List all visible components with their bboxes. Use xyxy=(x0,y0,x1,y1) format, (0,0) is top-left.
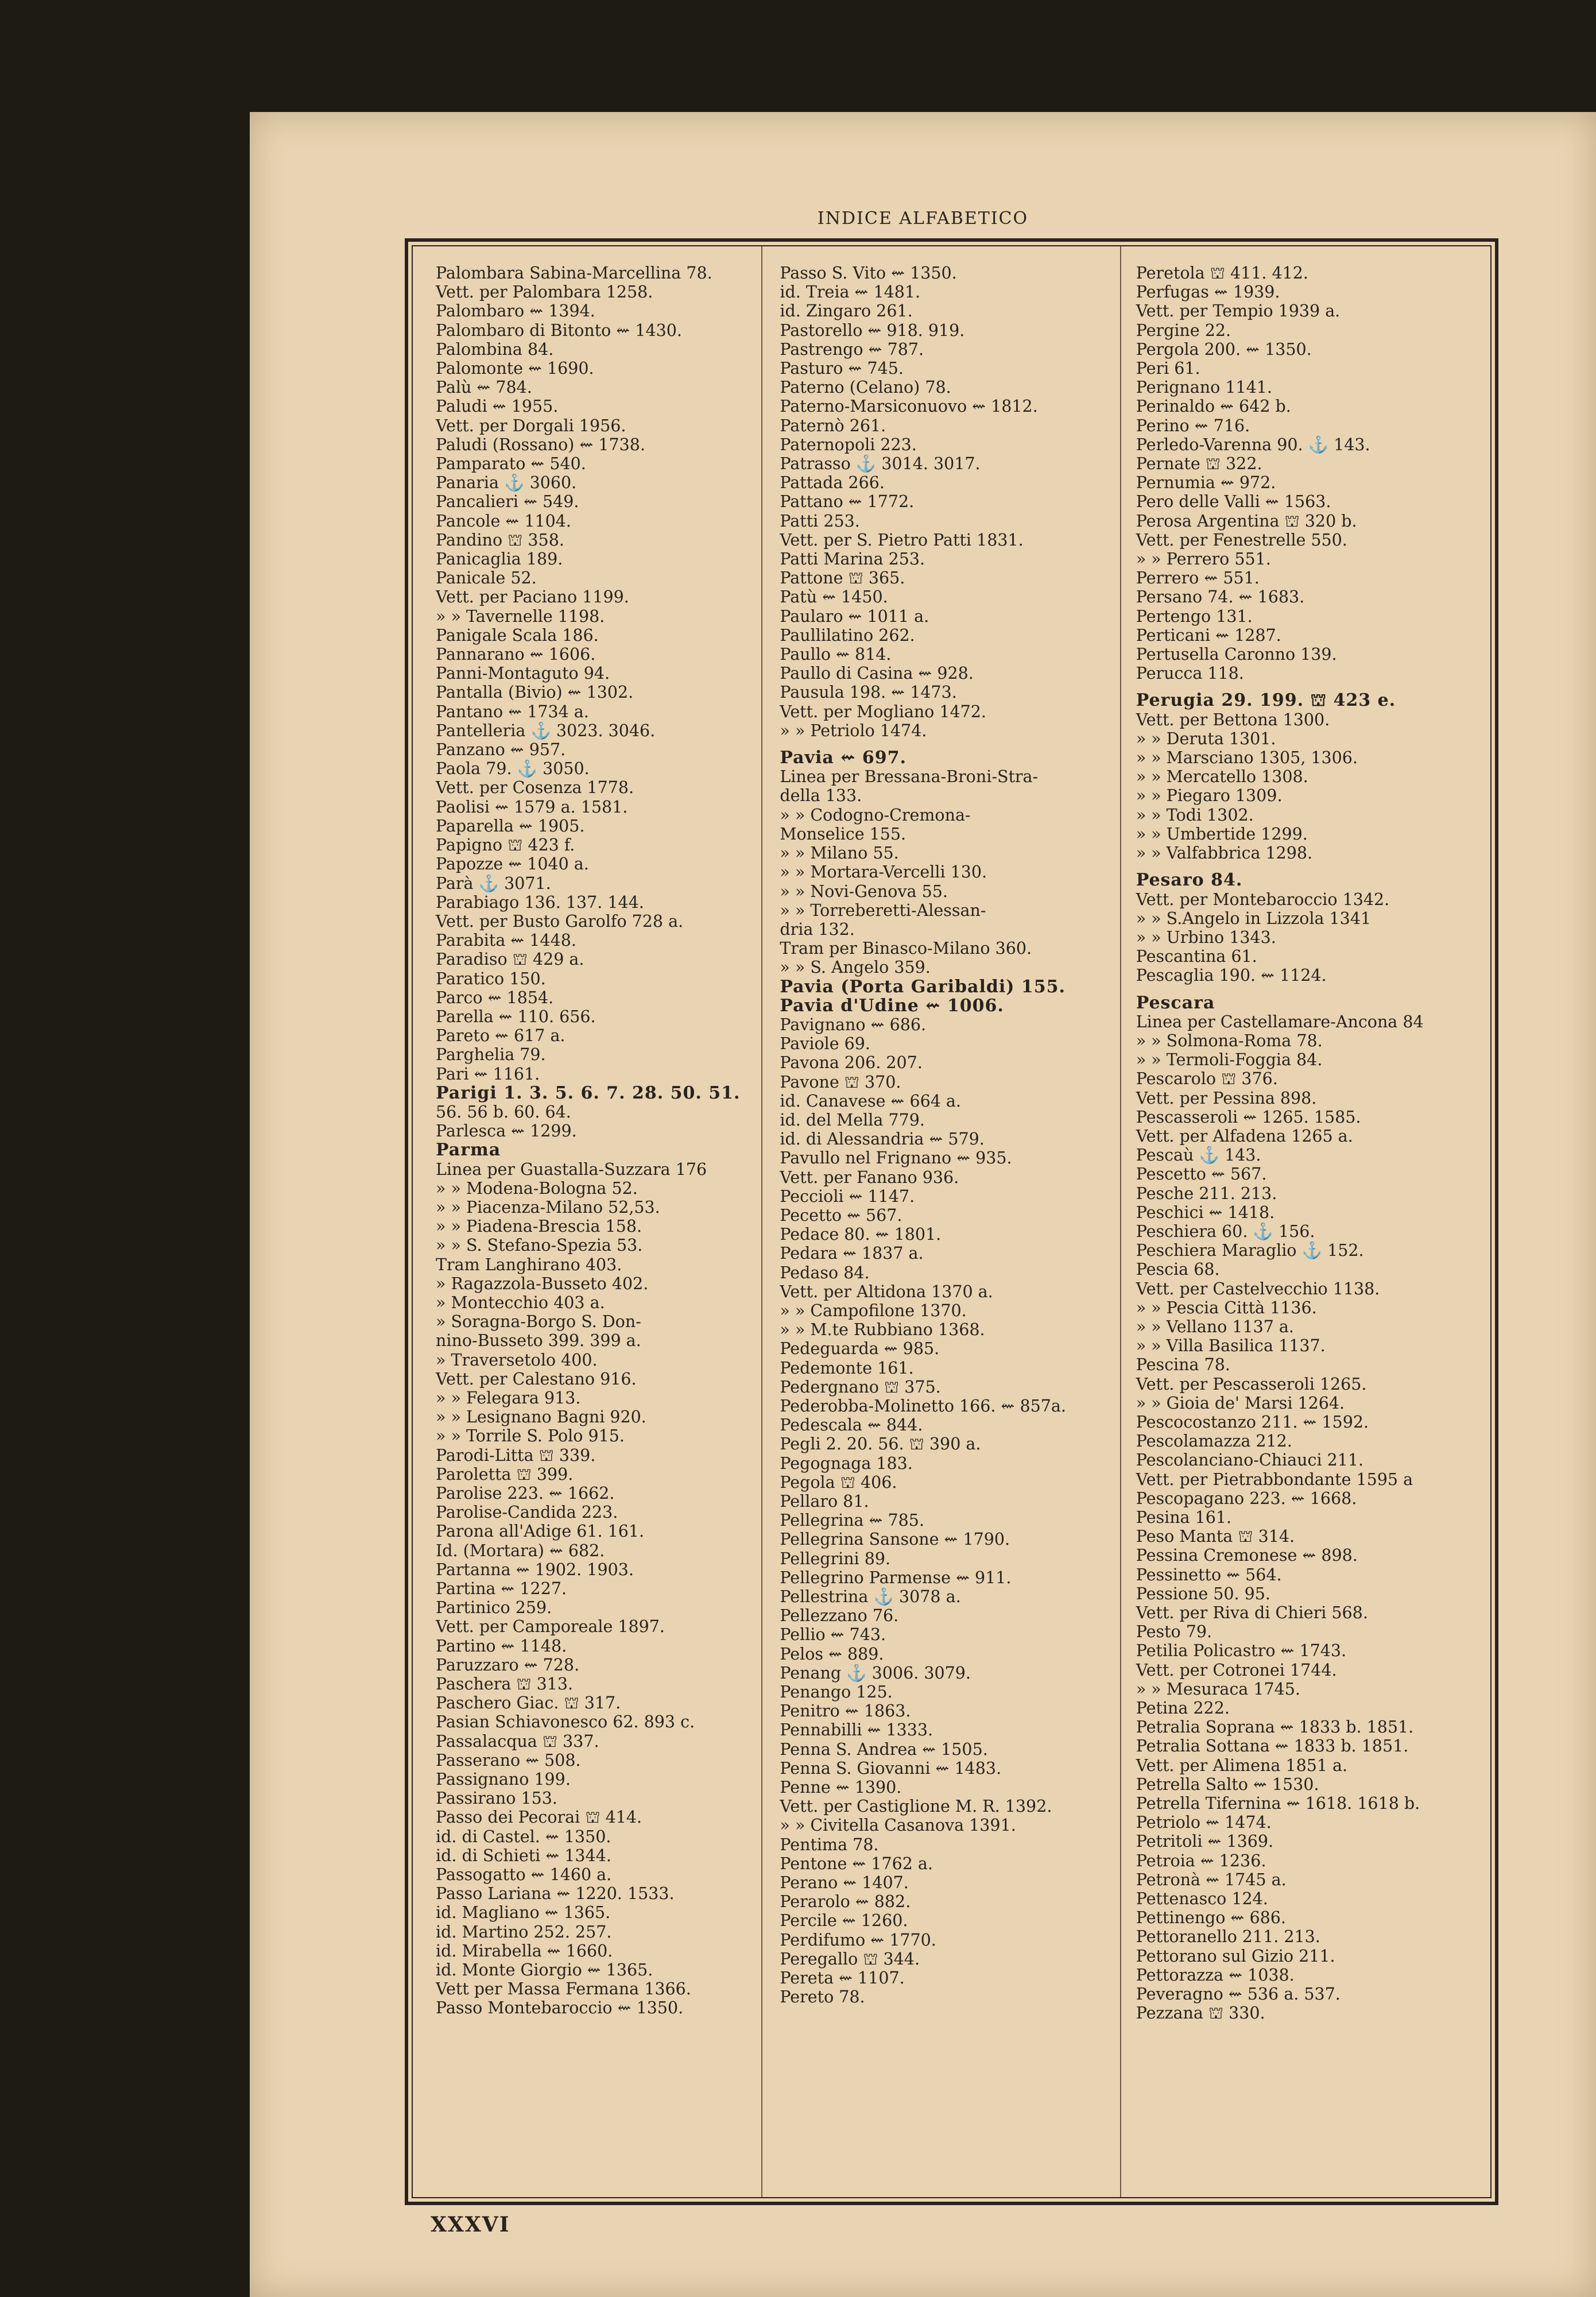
index-entry: Perucca 118. xyxy=(1136,664,1244,683)
index-entry: Parigi 1. 3. 5. 6. 7. 28. 50. 51. xyxy=(436,1082,741,1103)
index-entry: Palomonte ⇜ 1690. xyxy=(436,359,594,378)
index-entry: Tram Langhirano 403. xyxy=(436,1255,622,1274)
index-entry: Pettorano sul Gizio 211. xyxy=(1136,1946,1335,1966)
index-entry: Palombaro di Bitonto ⇜ 1430. xyxy=(436,320,682,340)
index-entry: » » Todi 1302. xyxy=(1136,805,1254,825)
index-entry: Penitro ⇜ 1863. xyxy=(780,1702,911,1721)
index-entry: » » Piacenza-Milano 52,53. xyxy=(436,1197,660,1217)
index-entry: Parolise 223. ⇜ 1662. xyxy=(436,1484,615,1503)
index-entry: Perino ⇜ 716. xyxy=(1136,416,1250,435)
index-entry: Vett. per Fanano 936. xyxy=(780,1167,959,1187)
index-entry: Parà ⚓ 3071. xyxy=(436,873,551,893)
index-entry: Pellegrina Sansone ⇜ 1790. xyxy=(780,1530,1010,1549)
index-entry: Pavone ⛫ 370. xyxy=(780,1072,901,1092)
index-entry: Pertengo 131. xyxy=(1136,606,1253,626)
index-entry: Vett. per Palombara 1258. xyxy=(436,283,653,302)
index-entry: Paterno-Marsiconuovo ⇜ 1812. xyxy=(780,397,1038,416)
index-entry: Pellio ⇜ 743. xyxy=(780,1625,886,1645)
index-entry: Parona all'Adige 61. 161. xyxy=(436,1522,645,1541)
index-entry: Pescarolo ⛫ 376. xyxy=(1136,1069,1278,1089)
index-entry: » » Modena-Bologna 52. xyxy=(436,1178,638,1198)
index-entry: Pastorello ⇜ 918. 919. xyxy=(780,320,965,340)
index-entry: Vett. per Calestano 916. xyxy=(436,1369,637,1389)
index-entry: Paludi (Rossano) ⇜ 1738. xyxy=(436,435,645,454)
index-entry: Pedace 80. ⇜ 1801. xyxy=(780,1225,942,1244)
index-entry: Pavona 206. 207. xyxy=(780,1053,923,1073)
index-entry: Perledo-Varenna 90. ⚓ 143. xyxy=(1136,435,1370,454)
index-entry: » » Villa Basilica 1137. xyxy=(1136,1336,1326,1356)
index-entry: » » Civitella Casanova 1391. xyxy=(780,1816,1016,1835)
index-entry: Passo dei Pecorai ⛫ 414. xyxy=(436,1808,642,1827)
index-entry: Pavia d'Udine ⇜ 1006. xyxy=(780,995,1004,1016)
index-entry: Peschiera 60. ⚓ 156. xyxy=(1136,1221,1315,1241)
index-entry: Parghelia 79. xyxy=(436,1045,546,1065)
index-entry: Percile ⇜ 1260. xyxy=(780,1911,908,1931)
index-entry: Patù ⇜ 1450. xyxy=(780,587,888,607)
index-entry: Pescantina 61. xyxy=(1136,947,1257,966)
index-entry: Pezzana ⛫ 330. xyxy=(1136,2004,1265,2023)
index-entry: Partanna ⇜ 1902. 1903. xyxy=(436,1560,634,1579)
index-entry: Vett. per Pessina 898. xyxy=(1136,1088,1317,1108)
index-entry: Paratico 150. xyxy=(436,969,546,988)
index-entry: Pausula 198. ⇜ 1473. xyxy=(780,683,957,702)
index-entry: Passo Lariana ⇜ 1220. 1533. xyxy=(436,1884,675,1904)
index-entry: Pavia ⇜ 697. xyxy=(780,748,907,768)
index-entry: » » Deruta 1301. xyxy=(1136,729,1276,748)
index-entry xyxy=(780,740,1113,748)
index-entry: » » Torrile S. Polo 915. xyxy=(436,1426,625,1446)
index-entry: Vett. per Pietrabbondante 1595 a xyxy=(1136,1470,1413,1489)
index-entry: » Traversetolo 400. xyxy=(436,1350,598,1370)
index-entry: » » Felegara 913. xyxy=(436,1388,581,1407)
index-entry: Paterno (Celano) 78. xyxy=(780,378,951,397)
index-entry: Pettenasco 124. xyxy=(1136,1889,1268,1909)
index-entry: id. di Schieti ⇜ 1344. xyxy=(436,1846,611,1865)
index-entry: » Montecchio 403 a. xyxy=(436,1293,605,1312)
index-entry: Perosa Argentina ⛫ 320 b. xyxy=(1136,511,1357,531)
index-entry: Vett. per Pescasseroli 1265. xyxy=(1136,1374,1367,1394)
index-entry: Pegli 2. 20. 56. ⛫ 390 a. xyxy=(780,1434,981,1454)
index-entry: 56. 56 b. 60. 64. xyxy=(436,1102,571,1122)
index-entry: Pereto 78. xyxy=(780,1987,865,2007)
index-entry: Passogatto ⇜ 1460 a. xyxy=(436,1865,612,1885)
index-entry: Perano ⇜ 1407. xyxy=(780,1873,909,1893)
index-frame xyxy=(405,238,1498,2205)
index-entry: Peso Manta ⛫ 314. xyxy=(1136,1527,1295,1546)
index-entry: » » Mortara-Vercelli 130. xyxy=(780,863,987,882)
index-entry: » » Mercatello 1308. xyxy=(1136,767,1308,787)
index-entry: Id. (Mortara) ⇜ 682. xyxy=(436,1541,605,1560)
index-entry: Palombina 84. xyxy=(436,339,554,359)
index-entry: nino-Busseto 399. 399 a. xyxy=(436,1331,641,1351)
index-entry: Parodi-Litta ⛫ 339. xyxy=(436,1445,596,1465)
index-entry: Pandino ⛫ 358. xyxy=(436,530,564,550)
index-entry: Pegognaga 183. xyxy=(780,1453,913,1473)
index-entry: Perarolo ⇜ 882. xyxy=(780,1892,911,1912)
index-entry: Pernumia ⇜ 972. xyxy=(1136,473,1276,493)
index-entry: Vett. per Camporeale 1897. xyxy=(436,1617,665,1637)
index-entry: » » Gioia de' Marsi 1264. xyxy=(1136,1393,1345,1413)
index-entry: » » Lesignano Bagni 920. xyxy=(436,1407,646,1427)
index-entry: Pescolamazza 212. xyxy=(1136,1432,1292,1451)
index-entry: » » Piegaro 1309. xyxy=(1136,786,1283,806)
index-entry: » » S. Angelo 359. xyxy=(780,958,931,977)
index-entry: Perticani ⇜ 1287. xyxy=(1136,625,1281,645)
index-entry: Vett. per Fenestrelle 550. xyxy=(1136,530,1347,550)
index-entry xyxy=(1136,683,1483,691)
index-entry: Paullilatino 262. xyxy=(780,625,915,645)
index-entry: Paschera ⛫ 313. xyxy=(436,1675,574,1694)
index-column-3 xyxy=(1120,246,1490,2197)
index-entry: Pancole ⇜ 1104. xyxy=(436,511,571,531)
index-entry: Penango 125. xyxy=(780,1683,893,1702)
index-entry: Pescetto ⇜ 567. xyxy=(1136,1165,1267,1184)
index-entry: Pantelleria ⚓ 3023. 3046. xyxy=(436,721,656,740)
index-entry: Panzano ⇜ 957. xyxy=(436,740,566,760)
index-entry: Palombaro ⇜ 1394. xyxy=(436,301,595,321)
index-entry: Paternopoli 223. xyxy=(780,435,917,454)
index-entry: Paullo ⇜ 814. xyxy=(780,645,892,664)
index-entry: Pellaro 81. xyxy=(780,1492,869,1511)
index-entry: id. Treia ⇜ 1481. xyxy=(780,283,921,302)
index-entry: Pellegrina ⇜ 785. xyxy=(780,1511,925,1530)
index-entry: Pescina 78. xyxy=(1136,1355,1230,1375)
index-entry: Pescocostanzo 211. ⇜ 1592. xyxy=(1136,1412,1369,1432)
index-entry: » » Milano 55. xyxy=(780,844,899,863)
index-entry: Perignano 1141. xyxy=(1136,378,1272,397)
index-entry: Pannarano ⇜ 1606. xyxy=(436,645,596,664)
index-entry: Panicale 52. xyxy=(436,569,537,588)
index-entry: Pareto ⇜ 617 a. xyxy=(436,1026,565,1046)
index-entry: Pescaù ⚓ 143. xyxy=(1136,1146,1261,1165)
index-entry: Pattada 266. xyxy=(780,473,885,493)
index-entry: id. Martino 252. 257. xyxy=(436,1922,612,1942)
index-columns xyxy=(412,245,1492,2198)
index-entry: Peccioli ⇜ 1147. xyxy=(780,1186,915,1206)
index-entry: Vett. per Castiglione M. R. 1392. xyxy=(780,1797,1052,1816)
index-entry: Petrella Tifernina ⇜ 1618. 1618 b. xyxy=(1136,1794,1420,1813)
index-column-1 xyxy=(413,246,761,2197)
index-entry: Vett. per Bettona 1300. xyxy=(1136,710,1330,729)
index-entry: » » Valfabbrica 1298. xyxy=(1136,844,1313,863)
index-entry: » » Codogno-Cremona- xyxy=(780,805,971,825)
index-entry: dria 132. xyxy=(780,919,855,939)
index-entry: Vett. per Busto Garolfo 728 a. xyxy=(436,911,684,931)
index-entry: Peschiera Maraglio ⚓ 152. xyxy=(1136,1241,1364,1260)
index-entry: » » Perrero 551. xyxy=(1136,550,1271,569)
index-entry: Pedaso 84. xyxy=(780,1263,870,1282)
index-entry: Petrella Salto ⇜ 1530. xyxy=(1136,1774,1319,1794)
index-entry: Pedara ⇜ 1837 a. xyxy=(780,1244,924,1263)
index-entry: Perrero ⇜ 551. xyxy=(1136,569,1260,588)
index-entry: Pantano ⇜ 1734 a. xyxy=(436,702,589,721)
index-entry: Panigale Scala 186. xyxy=(436,625,599,645)
index-entry: Pergola 200. ⇜ 1350. xyxy=(1136,339,1312,359)
index-entry: Passalacqua ⛫ 337. xyxy=(436,1731,599,1751)
index-entry: Penang ⚓ 3006. 3079. xyxy=(780,1663,971,1683)
index-entry: Penna S. Andrea ⇜ 1505. xyxy=(780,1739,988,1759)
index-entry: Pettoranello 211. 213. xyxy=(1136,1927,1320,1947)
index-entry: Parma xyxy=(436,1140,501,1161)
index-entry: Paolisi ⇜ 1579 a. 1581. xyxy=(436,797,628,817)
index-entry: Pernate ⛫ 322. xyxy=(1136,454,1262,474)
index-entry: Vett. per Riva di Chieri 568. xyxy=(1136,1603,1368,1623)
index-entry: » » Novi-Genova 55. xyxy=(780,881,948,901)
index-entry: Perinaldo ⇜ 642 b. xyxy=(1136,397,1291,416)
index-entry xyxy=(1136,863,1483,871)
index-entry: Petralia Sottana ⇜ 1833 b. 1851. xyxy=(1136,1737,1409,1756)
index-entry: Perfugas ⇜ 1939. xyxy=(1136,283,1280,302)
index-entry: Pertusella Caronno 139. xyxy=(1136,645,1337,664)
index-entry: Pellezzano 76. xyxy=(780,1606,899,1626)
index-entry: Pennabilli ⇜ 1333. xyxy=(780,1720,933,1740)
document-page xyxy=(250,112,1596,2297)
index-entry: Linea per Guastalla-Suzzara 176 xyxy=(436,1159,707,1179)
index-entry: Partina ⇜ 1227. xyxy=(436,1579,567,1599)
index-entry: Papigno ⛫ 423 f. xyxy=(436,836,575,855)
index-entry: Parella ⇜ 110. 656. xyxy=(436,1007,596,1026)
index-entry: Pentima 78. xyxy=(780,1835,879,1854)
index-entry: Vett. per Cosenza 1778. xyxy=(436,778,634,798)
index-entry: Pattano ⇜ 1772. xyxy=(780,492,915,512)
index-entry: » Ragazzola-Busseto 402. xyxy=(436,1274,649,1293)
index-entry: Pelos ⇜ 889. xyxy=(780,1644,884,1664)
index-entry: id. del Mella 779. xyxy=(780,1110,925,1130)
index-column-2 xyxy=(761,246,1119,2197)
index-entry: Partinico 259. xyxy=(436,1598,552,1618)
index-entry: » » Campofilone 1370. xyxy=(780,1301,967,1320)
index-entry: Vett. per Tempio 1939 a. xyxy=(1136,301,1341,321)
index-entry: Vett. per Altidona 1370 a. xyxy=(780,1282,993,1301)
index-entry: Pescaglia 190. ⇜ 1124. xyxy=(1136,966,1327,985)
page-header: INDICE ALFABETICO xyxy=(817,208,1029,229)
index-entry: Paroletta ⛫ 399. xyxy=(436,1464,574,1484)
index-entry: Tram per Binasco-Milano 360. xyxy=(780,939,1032,958)
index-entry: Passirano 153. xyxy=(436,1789,557,1808)
index-entry: Passignano 199. xyxy=(436,1770,571,1789)
page-number: XXXVI xyxy=(431,2213,510,2237)
index-entry: Peretola ⛫ 411. 412. xyxy=(1136,264,1308,283)
index-entry: Linea per Castellamare-Ancona 84 xyxy=(1136,1012,1424,1031)
index-entry: Paschero Giac. ⛫ 317. xyxy=(436,1693,621,1713)
index-entry: Pettinengo ⇜ 686. xyxy=(1136,1908,1286,1928)
index-entry: Petronà ⇜ 1745 a. xyxy=(1136,1870,1287,1889)
index-entry: Pavia (Porta Garibaldi) 155. xyxy=(780,976,1066,997)
index-entry: Paullo di Casina ⇜ 928. xyxy=(780,664,974,683)
index-entry: Paparella ⇜ 1905. xyxy=(436,816,585,836)
index-entry: Passo S. Vito ⇜ 1350. xyxy=(780,264,957,283)
index-entry: Peregallo ⛫ 344. xyxy=(780,1949,920,1969)
index-entry: Panni-Montaguto 94. xyxy=(436,664,610,683)
index-entry: » » Mesuraca 1745. xyxy=(1136,1679,1300,1699)
index-entry: Vett. per S. Pietro Patti 1831. xyxy=(780,530,1024,550)
index-entry: Petralia Soprana ⇜ 1833 b. 1851. xyxy=(1136,1718,1414,1737)
index-entry: Papozze ⇜ 1040 a. xyxy=(436,854,589,874)
index-entry: Pesaro 84. xyxy=(1136,870,1243,891)
index-entry: Panicaglia 189. xyxy=(436,550,563,569)
index-entry: Vett. per Dorgali 1956. xyxy=(436,416,626,435)
index-entry: Petilia Policastro ⇜ 1743. xyxy=(1136,1641,1347,1661)
index-entry: Penna S. Giovanni ⇜ 1483. xyxy=(780,1758,1002,1778)
index-entry: Pescasseroli ⇜ 1265. 1585. xyxy=(1136,1107,1361,1127)
index-entry: Pedescala ⇜ 844. xyxy=(780,1416,923,1435)
index-entry: Pellestrina ⚓ 3078 a. xyxy=(780,1587,961,1607)
index-entry: id. Magliano ⇜ 1365. xyxy=(436,1903,611,1923)
index-entry: Petina 222. xyxy=(1136,1699,1230,1718)
index-entry: Parlesca ⇜ 1299. xyxy=(436,1122,577,1141)
index-entry: » » Solmona-Roma 78. xyxy=(1136,1031,1323,1050)
index-entry: » » M.te Rubbiano 1368. xyxy=(780,1320,985,1340)
index-entry: Parabiago 136. 137. 144. xyxy=(436,892,644,912)
index-entry: Peri 61. xyxy=(1136,359,1200,378)
index-entry: Patti Marina 253. xyxy=(780,550,925,569)
index-entry: Penne ⇜ 1390. xyxy=(780,1778,902,1797)
index-entry: » » Pescia Città 1136. xyxy=(1136,1298,1317,1317)
index-entry: Pesto 79. xyxy=(1136,1622,1213,1642)
index-entry: Monselice 155. xyxy=(780,824,907,844)
index-entry: » » S. Stefano-Spezia 53. xyxy=(436,1236,643,1255)
index-entry: Pancalieri ⇜ 549. xyxy=(436,492,579,512)
index-entry: » » Tavernelle 1198. xyxy=(436,606,605,626)
index-entry: Paularo ⇜ 1011 a. xyxy=(780,606,929,626)
index-entry: Pero delle Valli ⇜ 1563. xyxy=(1136,492,1331,512)
index-entry: Patti 253. xyxy=(780,511,860,531)
index-entry: Paruzzaro ⇜ 728. xyxy=(436,1655,580,1675)
index-entry: Pessina Cremonese ⇜ 898. xyxy=(1136,1546,1358,1565)
index-entry: Pasian Schiavonesco 62. 893 c. xyxy=(436,1712,695,1732)
index-entry: Pesche 211. 213. xyxy=(1136,1184,1277,1203)
index-entry: Palombara Sabina-Marcellina 78. xyxy=(436,264,712,283)
index-entry: » » Urbino 1343. xyxy=(1136,927,1276,947)
index-entry: Pasturo ⇜ 745. xyxy=(780,359,904,378)
index-entry: Pescia 68. xyxy=(1136,1260,1220,1279)
index-entry: Pescara xyxy=(1136,992,1215,1013)
index-entry: Pastrengo ⇜ 787. xyxy=(780,339,924,359)
index-entry: id. Zingaro 261. xyxy=(780,301,913,321)
index-entry: Vett. per Mogliano 1472. xyxy=(780,702,986,721)
index-entry: id. Canavese ⇜ 664 a. xyxy=(780,1091,961,1111)
index-entry: Passo Montebaroccio ⇜ 1350. xyxy=(436,1998,684,2018)
index-entry: Pedemonte 161. xyxy=(780,1358,914,1378)
index-entry: » » Torreberetti-Alessan- xyxy=(780,900,986,920)
index-entry: Pereta ⇜ 1107. xyxy=(780,1969,905,1988)
index-entry: Pellegrino Parmense ⇜ 911. xyxy=(780,1568,1012,1587)
index-entry: Pergine 22. xyxy=(1136,320,1231,340)
index-entry: della 133. xyxy=(780,786,862,806)
index-entry: Vett. per Alfadena 1265 a. xyxy=(1136,1126,1353,1146)
index-entry: Palù ⇜ 784. xyxy=(436,378,532,397)
index-entry: Pamparato ⇜ 540. xyxy=(436,454,586,474)
index-entry: » » Umbertide 1299. xyxy=(1136,824,1308,844)
index-entry: Vett. per Castelvecchio 1138. xyxy=(1136,1279,1380,1298)
index-entry: Parabita ⇜ 1448. xyxy=(436,931,576,950)
index-entry: Pattone ⛫ 365. xyxy=(780,569,905,588)
index-entry: Perugia 29. 199. ⛫ 423 e. xyxy=(1136,690,1396,711)
index-entry: Peschici ⇜ 1418. xyxy=(1136,1202,1275,1222)
index-entry: Paola 79. ⚓ 3050. xyxy=(436,759,590,779)
index-entry: Pedeguarda ⇜ 985. xyxy=(780,1339,940,1359)
index-entry: Vett per Massa Fermana 1366. xyxy=(436,1979,691,1999)
index-entry: Pettorazza ⇜ 1038. xyxy=(1136,1965,1295,1985)
index-entry: Pentone ⇜ 1762 a. xyxy=(780,1854,933,1873)
index-entry: Parolise-Candida 223. xyxy=(436,1503,618,1522)
index-entry: Paternò 261. xyxy=(780,416,886,435)
index-entry: Panaria ⚓ 3060. xyxy=(436,473,577,493)
index-entry: Pellegrini 89. xyxy=(780,1549,891,1568)
index-entry: Pavullo nel Frignano ⇜ 935. xyxy=(780,1148,1012,1168)
index-entry: id. di Castel. ⇜ 1350. xyxy=(436,1827,611,1846)
index-entry: » » Termoli-Foggia 84. xyxy=(1136,1050,1323,1070)
index-entry: Pantalla (Bivio) ⇜ 1302. xyxy=(436,683,634,702)
index-entry: Linea per Bressana-Broni-Stra- xyxy=(780,767,1039,787)
index-entry: » » Piadena-Brescia 158. xyxy=(436,1217,642,1236)
index-entry: Pegola ⛫ 406. xyxy=(780,1472,897,1492)
index-entry: id. Mirabella ⇜ 1660. xyxy=(436,1941,613,1960)
index-entry: Vett. per Cotronei 1744. xyxy=(1136,1660,1337,1680)
index-entry: Vett. per Montebaroccio 1342. xyxy=(1136,890,1390,909)
index-entry: Patrasso ⚓ 3014. 3017. xyxy=(780,454,981,474)
index-entry: » Soragna-Borgo S. Don- xyxy=(436,1312,641,1332)
index-entry: Petriolo ⇜ 1474. xyxy=(1136,1813,1272,1832)
index-entry: Paradiso ⛫ 429 a. xyxy=(436,950,584,969)
index-entry: Pari ⇜ 1161. xyxy=(436,1064,540,1084)
index-entry: Passerano ⇜ 508. xyxy=(436,1750,581,1770)
index-entry: » » Petriolo 1474. xyxy=(780,721,927,740)
index-entry: id. Monte Giorgio ⇜ 1365. xyxy=(436,1960,653,1980)
index-entry: » » Marsciano 1305, 1306. xyxy=(1136,748,1358,768)
index-entry: Pavignano ⇜ 686. xyxy=(780,1015,927,1034)
index-entry: Perdifumo ⇜ 1770. xyxy=(780,1930,936,1950)
index-entry: Petritoli ⇜ 1369. xyxy=(1136,1832,1274,1851)
index-entry: » » S.Angelo in Lizzola 1341 xyxy=(1136,908,1372,928)
index-entry: Peveragno ⇜ 536 a. 537. xyxy=(1136,1985,1341,2004)
index-entry: Petroia ⇜ 1236. xyxy=(1136,1851,1266,1870)
index-entry: Pessione 50. 95. xyxy=(1136,1584,1270,1603)
index-entry: Paviole 69. xyxy=(780,1034,870,1054)
index-entry: Pecetto ⇜ 567. xyxy=(780,1205,902,1225)
index-entry xyxy=(1136,985,1483,993)
index-entry: Pesina 161. xyxy=(1136,1508,1232,1527)
index-entry: Pederobba-Molinetto 166. ⇜ 857a. xyxy=(780,1396,1066,1416)
index-entry: Pedergnano ⛫ 375. xyxy=(780,1377,941,1397)
index-entry: Vett. per Paciano 1199. xyxy=(436,587,629,607)
index-entry: id. di Alessandria ⇜ 579. xyxy=(780,1130,985,1149)
index-entry: » » Vellano 1137 a. xyxy=(1136,1317,1294,1336)
index-entry: Persano 74. ⇜ 1683. xyxy=(1136,587,1305,607)
index-entry: Pescopagano 223. ⇜ 1668. xyxy=(1136,1488,1357,1508)
index-entry: Pescolanciano-Chiauci 211. xyxy=(1136,1451,1364,1470)
index-entry: Paludi ⇜ 1955. xyxy=(436,397,559,416)
index-entry: Parco ⇜ 1854. xyxy=(436,988,554,1007)
index-entry: Vett. per Alimena 1851 a. xyxy=(1136,1755,1348,1775)
index-entry: Partino ⇜ 1148. xyxy=(436,1636,567,1656)
index-entry: Pessinetto ⇜ 564. xyxy=(1136,1565,1282,1584)
